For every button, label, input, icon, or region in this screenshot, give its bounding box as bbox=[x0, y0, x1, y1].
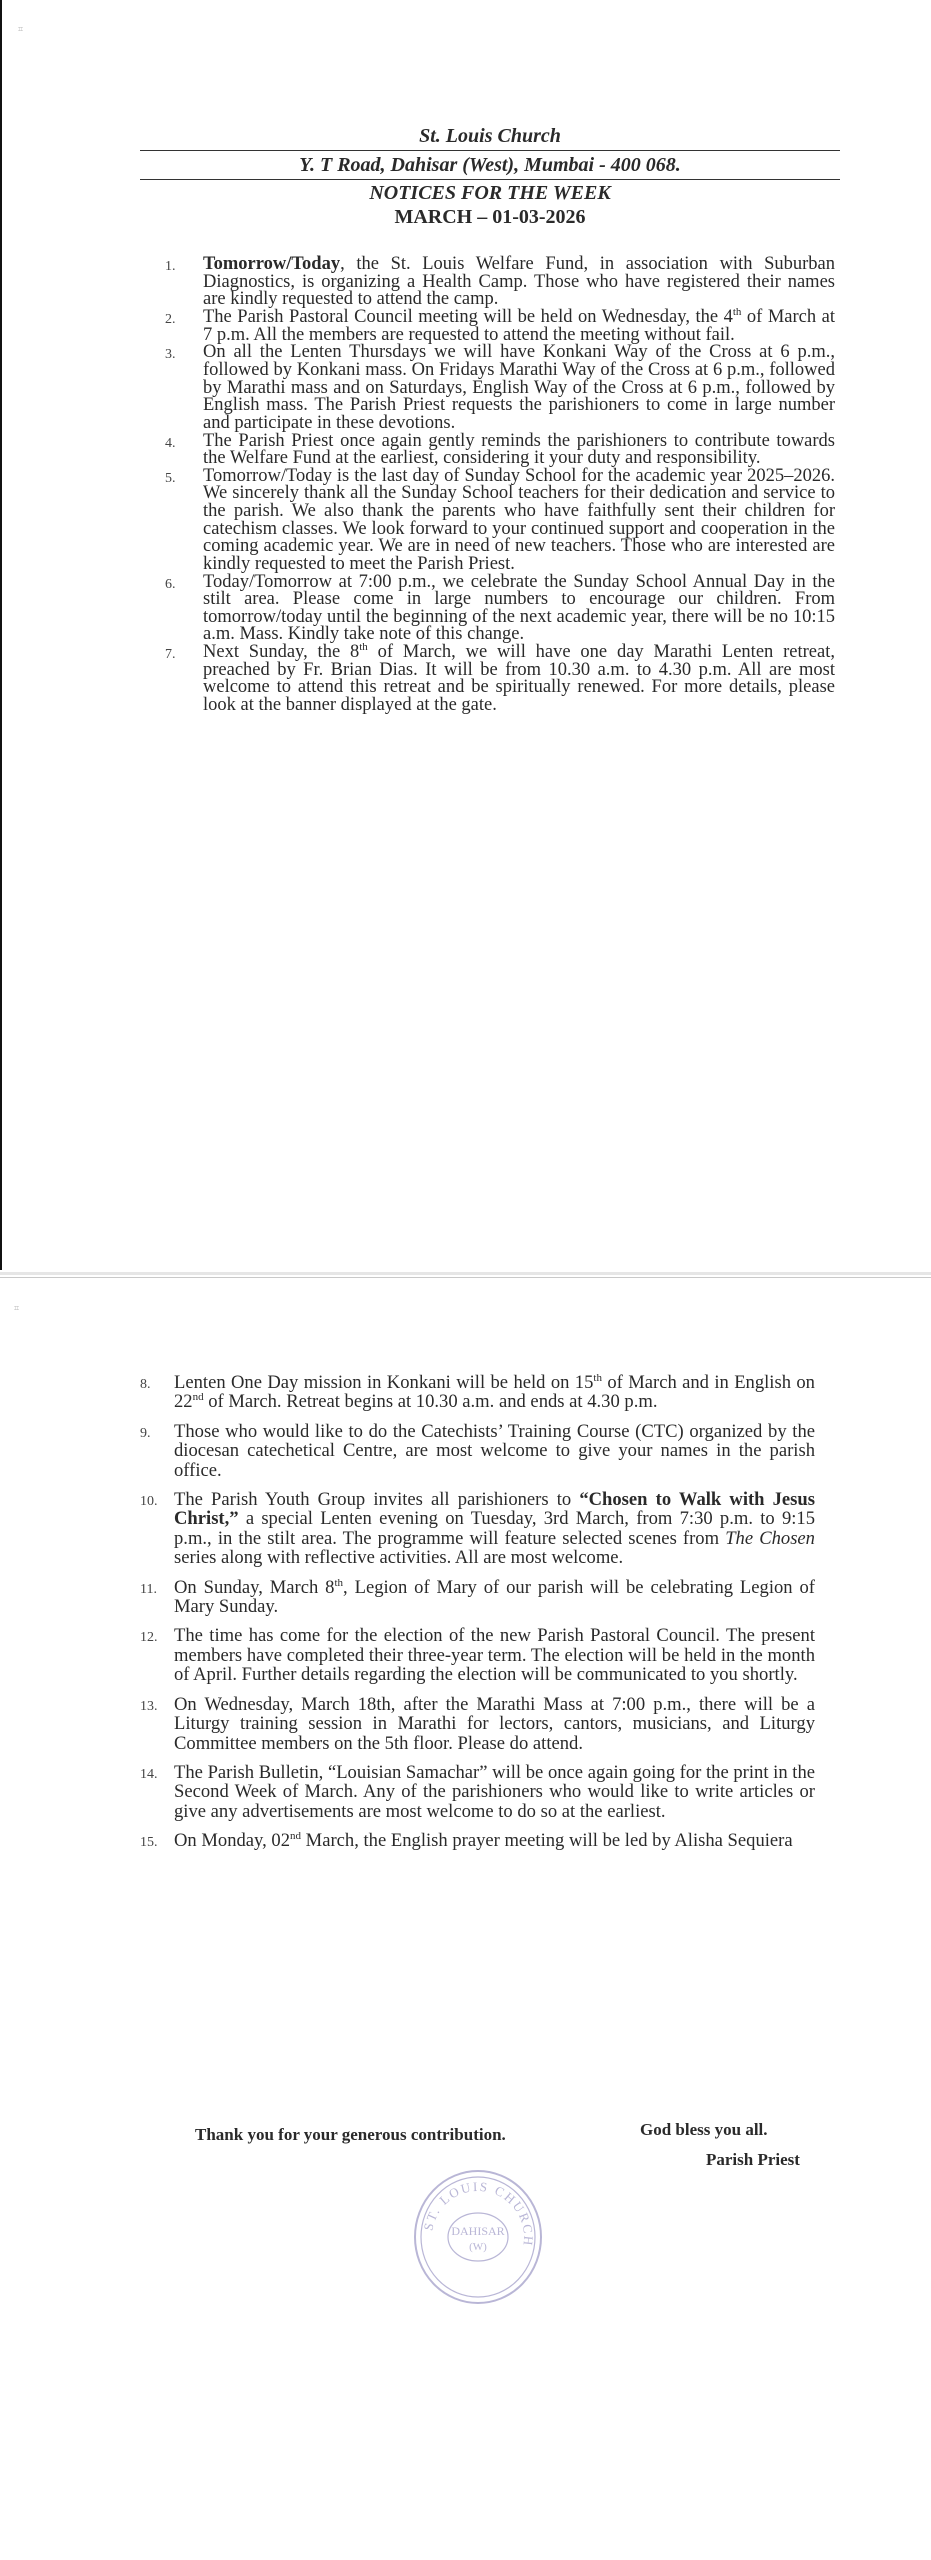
signature-title: Parish Priest bbox=[706, 2150, 800, 2169]
notice-text: The time has come for the election of the new Parish Pastoral Council. The present members have completed their three-year term. The election will be held in the month of April. Further details regarding the election will be communicated to you shortly. bbox=[174, 1625, 815, 1686]
notices-date: MARCH – 01-03-2026 bbox=[394, 206, 586, 228]
notices-title: NOTICES FOR THE WEEK bbox=[369, 182, 611, 204]
thanks-note: Thank you for your generous contribution. bbox=[195, 2125, 506, 2144]
notice-number: 5. bbox=[165, 470, 176, 486]
notice-text: Next Sunday, the 8th of March, we will have one day Marathi Lenten retreat, preached by Fr. Brian Dias. It will be from 10.30 a.m. to 4.30 p.m. All are most welcome to attend this retreat and be spiritually renewed. For more details, please look at the banner displayed at the gate. bbox=[203, 641, 835, 715]
notice-number: 8. bbox=[140, 1377, 151, 1392]
scan-edge bbox=[0, 0, 2, 1270]
notices-list-page-one bbox=[165, 256, 835, 715]
notices-list-page-two bbox=[140, 1373, 815, 1863]
seal-center-subtext: (W) bbox=[469, 2241, 487, 2253]
church-address: Y. T Road, Dahisar (West), Mumbai - 400 068. bbox=[299, 154, 681, 176]
notice-text: On all the Lenten Thursdays we will have Konkani Way of the Cross at 6 p.m., followed by Konkani mass. On Fridays Marathi Way of the Cross at 6 p.m., followed by Marathi mass and on Saturdays, English Way of the Cross at 6 p.m., followed by English mass. The Parish Priest requests the parishioners to come in large number and participate in these devotions. bbox=[203, 342, 835, 433]
notice-item bbox=[140, 1831, 815, 1852]
notice-text: The Parish Pastoral Council meeting will be held on Wednesday, the 4th of March at 7 p.m. All the members are requested to attend the meeting without fail. bbox=[203, 305, 835, 345]
notice-text: On Sunday, March 8th, Legion of Mary of our parish will be celebrating Legion of Mary Sunday. bbox=[174, 1576, 815, 1618]
notice-number: 14. bbox=[140, 1766, 158, 1782]
notice-item bbox=[165, 256, 835, 309]
letterhead bbox=[140, 124, 840, 229]
notice-text: The Parish Youth Group invites all parishioners to “Chosen to Walk with Jesus Christ,” a special Lenten evening on Tuesday, 3rd March, from 7:30 p.m. to 9:15 p.m., in the stilt area. The programme will feature selected scenes from The Chosen series along with reflective activities. All are most welcome. bbox=[174, 1489, 815, 1569]
blessing-note: God bless you all. bbox=[640, 2120, 768, 2139]
notice-number: 2. bbox=[165, 311, 176, 327]
header-rule bbox=[140, 179, 840, 180]
notice-item bbox=[165, 344, 835, 432]
notice-number: 9. bbox=[140, 1425, 151, 1441]
notice-item bbox=[140, 1490, 815, 1568]
notice-text: On Wednesday, March 18th, after the Marathi Mass at 7:00 p.m., there will be a Liturgy training session in Marathi for lectors, cantors, musicians, and Liturgy Committee members on the 5th floor. Please do attend. bbox=[174, 1693, 815, 1754]
scan-mark: ⌗ bbox=[14, 1303, 20, 1313]
notice-item bbox=[165, 430, 835, 469]
notice-number: 11. bbox=[140, 1581, 157, 1597]
notice-text: The Parish Bulletin, “Louisian Samachar” will be once again going for the print in the Second Week of March. Any of the parishioners who would like to write articles or give any advertisements are most welcome to do so at the earliest. bbox=[174, 1761, 815, 1822]
notice-item bbox=[165, 571, 835, 645]
notice-item bbox=[140, 1578, 815, 1617]
notice-number: 7. bbox=[165, 647, 176, 663]
seal-ring-text: ST. LOUIS CHURCH bbox=[420, 2178, 537, 2248]
header-rule bbox=[140, 150, 840, 151]
notice-number: 13. bbox=[140, 1698, 158, 1714]
notice-number: 12. bbox=[140, 1630, 158, 1646]
notice-number: 4. bbox=[165, 435, 176, 451]
notice-text: Today/Tomorrow at 7:00 p.m., we celebrate the Sunday School Annual Day in the stilt area. Please come in large numbers to encourage our children. From tomorrow/today until the beginning of the next academic year, there will be no 10:15 a.m. Mass. Kindly take note of this change. bbox=[203, 571, 835, 645]
notice-text: Tomorrow/Today is the last day of Sunday School for the academic year 2025–2026. We sincerely thank all the Sunday School teachers for their dedication and service to the parish. We also thank the parents who have faithfully sent their children for catechism classes. We look forward to your continued support and cooperation in the coming academic year. We are in need of new teachers. Those who are interested are kindly requested to meet the Parish Priest. bbox=[203, 465, 835, 574]
scan-mark: ⌗ bbox=[18, 24, 24, 34]
notice-item bbox=[140, 1695, 815, 1753]
church-seal-stamp bbox=[412, 2168, 544, 2306]
notice-item bbox=[165, 465, 835, 574]
page-one bbox=[0, 0, 931, 1270]
notice-number: 1. bbox=[165, 259, 176, 274]
notice-text: Lenten One Day mission in Konkani will be held on 15th of March and in English on 22nd of March. Retreat begins at 10.30 a.m. and ends at 4.30 p.m. bbox=[174, 1371, 815, 1413]
notice-text: Tomorrow/Today, the St. Louis Welfare Fund, in association with Suburban Diagnostics, is organizing a Health Camp. Those who have registered their names are kindly requested to attend the camp. bbox=[203, 254, 835, 310]
notice-item bbox=[140, 1763, 815, 1821]
notice-number: 15. bbox=[140, 1835, 158, 1851]
notice-item bbox=[140, 1422, 815, 1480]
notice-item bbox=[140, 1626, 815, 1684]
seal-center-text: DAHISAR bbox=[451, 2224, 505, 2238]
notice-number: 3. bbox=[165, 347, 176, 363]
notice-item bbox=[165, 641, 835, 715]
notice-text: Those who would like to do the Catechists’ Training Course (CTC) organized by the diocesan catechetical Centre, are most welcome to give your names in the parish office. bbox=[174, 1420, 815, 1481]
notice-text: On Monday, 02nd March, the English prayer meeting will be led by Alisha Sequiera bbox=[174, 1829, 793, 1852]
notice-text: The Parish Priest once again gently reminds the parishioners to contribute towards the Welfare Fund at the earliest, considering it your duty and responsibility. bbox=[203, 430, 835, 469]
notice-number: 10. bbox=[140, 1494, 158, 1510]
notice-number: 6. bbox=[165, 576, 176, 592]
notice-item bbox=[165, 305, 835, 345]
notice-item bbox=[140, 1373, 815, 1412]
church-name: St. Louis Church bbox=[419, 125, 561, 147]
